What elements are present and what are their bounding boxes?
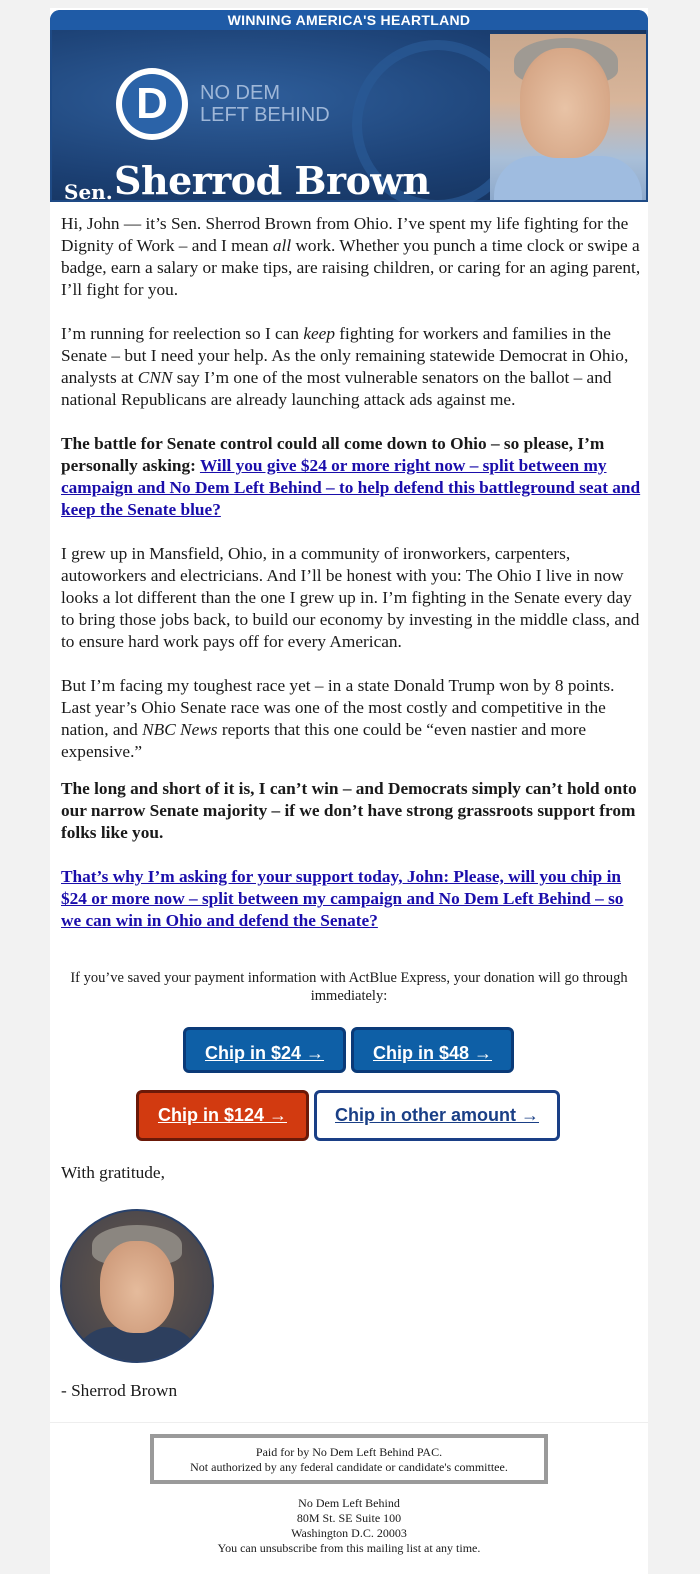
email-body [61, 213, 641, 932]
paragraph-grassroots: The long and short of it is, I can’t win – and Democrats simply can’t hold onto our narrow Senate majority – if we don’t have strong grassroots support from folks like you. [61, 779, 637, 842]
senator-signature-photo [60, 1209, 214, 1363]
senator-portrait [490, 34, 646, 200]
footer-divider [50, 1422, 648, 1423]
header-banner [50, 10, 648, 202]
footer-address: No Dem Left Behind 80M St. SE Suite 100 Washington D.C. 20003 You can unsubscribe from this mailing list at any time. [50, 1496, 648, 1556]
chip-in-124-button[interactable]: Chip in $124 → [136, 1090, 309, 1141]
signoff: - Sherrod Brown [61, 1381, 178, 1400]
no-dem-left-behind-logo [116, 68, 188, 140]
email-container [50, 8, 648, 1574]
paragraph-intro: Hi, John — it’s Sen. Sherrod Brown from Ohio. I’ve spent my life fighting for the Dignity of Work – and I mean all work. Whether you punch a time clock or swipe a badge, earn a salary or make tips, are raising children, or caring for an aging parent, I’ll fight for you. [61, 214, 641, 299]
logo-text: NO DEM LEFT BEHIND [200, 82, 330, 126]
paragraph-race: But I’m facing my toughest race yet – in a state Donald Trump won by 8 points. Last year’s Ohio Senate race was one of the most costly and competitive in the nation, and NBC News reports that this one could be “even nastier and more expensive.” [61, 676, 615, 761]
donate-link-2[interactable]: That’s why I’m asking for your support today, John: Please, will you chip in $24 or more now – split between my campaign and No Dem Left Behind – so we can win in Ohio and defend the Senate? [61, 867, 624, 930]
actblue-note: If you’ve saved your payment information with ActBlue Express, your donation will go through immediately: [70, 970, 628, 1004]
header-image [52, 30, 646, 200]
logo-d-icon: D [122, 74, 182, 134]
name-prefix: Sen. [64, 180, 113, 202]
paid-for-disclaimer: Paid for by No Dem Left Behind PAC. Not authorized by any federal candidate or candidate's committee. [150, 1434, 548, 1484]
donate-link-1[interactable]: Will you give $24 or more right now – split between my campaign and No Dem Left Behind – to help defend this battleground seat and keep the Senate blue? [61, 456, 641, 519]
chip-in-24-button[interactable]: Chip in $24 → [183, 1027, 346, 1073]
paragraph-mansfield: I grew up in Mansfield, Ohio, in a community of ironworkers, carpenters, autoworkers and electricians. And I’ll be honest with you: The Ohio I live in now looks a lot different than the one I grew up in. I’m fighting in the Senate every day to bring those jobs back, to build our economy by investing in the middle class, and to ensure hard work pays off for every American. [61, 544, 640, 651]
senator-name: Sherrod Brown [114, 158, 430, 202]
paragraph-final-ask [61, 866, 641, 932]
paragraph-ask: The battle for Senate control could all come down to Ohio – so please, I’m personally asking: Will you give $24 or more right now – split between my campaign and No Dem Left Behind – to help defend this battleground seat and keep the Senate blue? [61, 434, 641, 519]
header-tagline: WINNING AMERICA'S HEARTLAND [50, 10, 648, 30]
closing-gratitude: With gratitude, [61, 1163, 165, 1182]
unsubscribe-text[interactable]: You can unsubscribe from this mailing list at any time. [217, 1541, 481, 1555]
chip-in-other-button[interactable]: Chip in other amount → [314, 1090, 560, 1141]
paragraph-reelection: I’m running for reelection so I can keep fighting for workers and families in the Senate – but I need your help. As the only remaining statewide Democrat in Ohio, analysts at CNN say I’m one of the most vulnerable senators on the ballot – and national Republicans are already launching attack ads against me. [61, 324, 629, 409]
chip-in-48-button[interactable]: Chip in $48 → [351, 1027, 514, 1073]
